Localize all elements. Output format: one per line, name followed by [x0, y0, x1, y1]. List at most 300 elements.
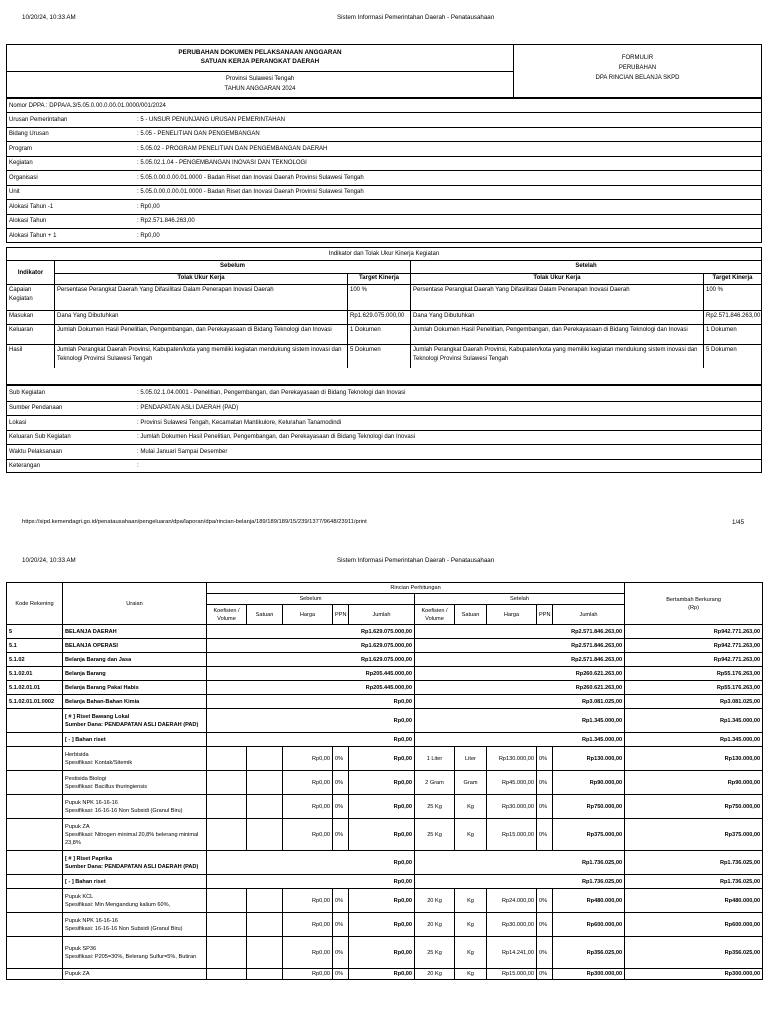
harga-setelah: Rp15.000,00	[487, 969, 537, 980]
uraian	[63, 937, 207, 969]
item-name: Pupuk NPK 16-16-16	[65, 799, 118, 806]
satuan-setelah: Gram	[455, 771, 487, 795]
kode-rekening: 5.1.02	[7, 653, 63, 667]
sub-value: : Provinsi Sulawesi Tengah, Kecamatan Mantikulore, Kelurahan Tanamodindi	[137, 419, 342, 426]
form-label: FORMULIR PERUBAHAN DPA RINCIAN BELANJA SKPD	[513, 45, 761, 97]
harga-sebelum: Rp0,00	[283, 889, 333, 913]
col-koef-setelah: Koefisien / Volume	[415, 605, 455, 625]
kode-rekening	[7, 819, 63, 851]
target-sebelum: Rp1.629.075.000,00	[347, 311, 410, 324]
kode-rekening	[7, 889, 63, 913]
koefisien-sebelum	[207, 913, 247, 937]
doc-title-line1: PERUBAHAN DOKUMEN PELAKSANAAN ANGGARAN	[178, 49, 342, 56]
jumlah-setelah: Rp260.621.263,00	[415, 681, 625, 695]
harga-sebelum: Rp0,00	[283, 771, 333, 795]
sumber-dana: Sumber Dana: PENDAPATAN ASLI DAERAH (PAD)	[65, 721, 199, 728]
koefisien-setelah: 20 Kg	[415, 913, 455, 937]
page1-footer	[0, 519, 768, 529]
jumlah-setelah: Rp750.000,00	[553, 795, 625, 819]
ppn-setelah: 0%	[537, 747, 553, 771]
target-sebelum: 5 Dokumen	[347, 345, 410, 368]
uraian	[63, 851, 207, 875]
indikator-row	[7, 310, 761, 324]
jumlah-setelah: Rp480.000,00	[553, 889, 625, 913]
jumlah-sebelum: Rp0,00	[349, 795, 415, 819]
group-title: [ # ] Riset Bawang Lokal	[65, 713, 130, 720]
ppn-setelah: 0%	[537, 937, 553, 969]
harga-setelah: Rp24.000,00	[487, 889, 537, 913]
indikator-row	[7, 324, 761, 344]
bertambah-berkurang: Rp3.081.025,00	[625, 695, 763, 709]
target-setelah: 1 Dokumen	[703, 325, 761, 344]
jumlah-sebelum: Rp0,00	[349, 747, 415, 771]
ppn-sebelum: 0%	[333, 913, 349, 937]
jumlah-sebelum: Rp0,00	[349, 889, 415, 913]
harga-sebelum: Rp0,00	[283, 937, 333, 969]
item-name: Pupuk KCL	[65, 893, 94, 900]
item-spec: Spesifikasi: 16-16-16 Non Subsidi (Granul Biru)	[65, 925, 183, 932]
ppn-setelah: 0%	[537, 969, 553, 980]
bertambah-berkurang: Rp130.000,00	[625, 747, 763, 771]
uraian: Belanja Barang Pakai Habis	[63, 681, 207, 695]
uraian: Belanja Barang	[63, 667, 207, 681]
bertambah-berkurang: Rp750.000,00	[625, 795, 763, 819]
jumlah-setelah: Rp600.000,00	[553, 913, 625, 937]
koefisien-sebelum	[207, 747, 247, 771]
col-setelah: Setelah	[410, 261, 761, 273]
uraian	[63, 795, 207, 819]
jumlah-sebelum: Rp205.445.000,00	[207, 681, 415, 695]
jumlah-setelah: Rp260.621.263,00	[415, 667, 625, 681]
col-sebelum: Sebelum	[207, 594, 415, 605]
kode-rekening	[7, 913, 63, 937]
target-setelah: 5 Dokumen	[703, 345, 761, 368]
item-spec: Spesifikasi: Bacillus thuringiensis	[65, 783, 148, 790]
info-row	[7, 185, 761, 200]
ppn-setelah: 0%	[537, 795, 553, 819]
col-jumlah-sebelum: Jumlah	[349, 605, 415, 625]
item-spec: Spesifikasi: Min Mengandung kalium 60%,	[65, 901, 171, 908]
harga-sebelum: Rp0,00	[283, 819, 333, 851]
table-row	[7, 889, 763, 913]
nomor-dpa: Nomor DPPA : DPPA/A.3/5.05.0.00.0.00.01.0000/001/2024	[9, 102, 166, 109]
jumlah-sebelum: Rp205.445.000,00	[207, 667, 415, 681]
harga-setelah: Rp45.000,00	[487, 771, 537, 795]
col-harga-sebelum: Harga	[283, 605, 333, 625]
koefisien-setelah: 25 Kg	[415, 819, 455, 851]
col-harga-setelah: Harga	[487, 605, 537, 625]
table-row	[7, 653, 763, 667]
info-value: : 5.05 - PENELITIAN DAN PENGEMBANGAN	[137, 131, 260, 138]
item-spec: Spesifikasi: Kontak/Sitemik	[65, 759, 133, 766]
satuan-setelah: Kg	[455, 969, 487, 980]
ppn-sebelum: 0%	[333, 937, 349, 969]
sub-label: Sumber Pendanaan	[9, 405, 63, 412]
info-value: : 5.05.02 - PROGRAM PENELITIAN DAN PENGEMBANGAN DAERAH	[137, 145, 328, 152]
col-satuan-setelah: Satuan	[455, 605, 487, 625]
ppn-setelah: 0%	[537, 819, 553, 851]
item-name: Pestisida Biologi	[65, 775, 107, 782]
satuan-setelah: Kg	[455, 937, 487, 969]
sub-value: : 5.05.02.1.04.0001 - Penelitian, Pengembangan, dan Perekayasaan di Bidang Teknologi dan Inovasi	[137, 390, 406, 397]
satuan-sebelum	[247, 795, 283, 819]
tolak-ukur-setelah: Jumlah Dokumen Hasil Penelitian, Pengembangan, dan Perekayasaan di Bidang Teknologi dan Inovasi	[410, 325, 703, 344]
document-title-block	[6, 44, 762, 98]
kode-rekening: 5.1	[7, 639, 63, 653]
tolak-ukur-sebelum: Persentase Perangkat Daerah Yang Difasilitasi Dalam Penerapan Inovasi Daerah	[54, 285, 347, 310]
uraian: Belanja Barang dan Jasa	[63, 653, 207, 667]
bertambah-berkurang: Rp942.771.263,00	[625, 639, 763, 653]
indikator-title: Indikator dan Tolak Ukur Kinerja Kegiatan	[328, 251, 440, 257]
kode-rekening: 5.1.02.01.01	[7, 681, 63, 695]
ppn-sebelum: 0%	[333, 795, 349, 819]
jumlah-sebelum: Rp1.629.075.000,00	[207, 625, 415, 639]
jumlah-setelah: Rp2.571.846.263,00	[415, 653, 625, 667]
sub-label: Sub Kegiatan	[9, 390, 46, 397]
item-spec: Spesifikasi: P205=30%, Belerang Sulfur=5%, Butiran	[65, 953, 197, 960]
bertambah-berkurang: Rp375.000,00	[625, 819, 763, 851]
sub-label: Lokasi	[9, 419, 27, 426]
harga-setelah: Rp130.000,00	[487, 747, 537, 771]
doc-year: TAHUN ANGGARAN 2024	[224, 86, 296, 92]
doc-province: Provinsi Sulawesi Tengah	[225, 76, 295, 82]
tolak-ukur-sebelum: Jumlah Dokumen Hasil Penelitian, Pengembangan, dan Perekayasaan di Bidang Teknologi dan Inovasi	[54, 325, 347, 344]
bertambah-berkurang: Rp1.345.000,00	[625, 709, 763, 733]
table-row	[7, 875, 763, 889]
sub-value: : Mulai Januari Sampai Desember	[137, 448, 228, 455]
info-row	[7, 228, 761, 243]
uraian	[63, 913, 207, 937]
sub-kegiatan-row	[7, 386, 761, 401]
koefisien-sebelum	[207, 937, 247, 969]
page2-header	[0, 557, 768, 567]
kode-rekening	[7, 969, 63, 980]
indikator-row	[7, 284, 761, 310]
uraian: BELANJA OPERASI	[63, 639, 207, 653]
table-row	[7, 969, 763, 980]
sub-label: Keluaran Sub Kegiatan	[9, 434, 71, 441]
koefisien-sebelum	[207, 969, 247, 980]
info-label: Bidang Urusan	[9, 131, 49, 138]
target-sebelum: 1 Dokumen	[347, 325, 410, 344]
jumlah-sebelum: Rp0,00	[349, 913, 415, 937]
jumlah-setelah: Rp356.025,00	[553, 937, 625, 969]
bertambah-berkurang: Rp600.000,00	[625, 913, 763, 937]
sub-kegiatan-row	[7, 415, 761, 430]
col-ppn-setelah: PPN	[537, 605, 553, 625]
uraian: [ - ] Bahan riset	[63, 875, 207, 889]
info-label: Alokasi Tahun	[9, 218, 47, 225]
sub-value: : Jumlah Dokumen Hasil Penelitian, Pengembangan, dan Perekayasaan di Bidang Teknologi dan Inovasi	[137, 434, 416, 441]
info-label: Unit	[9, 189, 20, 196]
col-tolak-setelah: Tolak Ukur Kerja	[410, 273, 703, 284]
print-title: Sistem Informasi Pemerintahan Daerah - Penatausahaan	[337, 14, 495, 21]
kode-rekening: 5	[7, 625, 63, 639]
kode-rekening	[7, 709, 63, 733]
tolak-ukur-sebelum: Jumlah Perangkat Daerah Provinsi, Kabupaten/kota yang memiliki kegiatan mendukung sistem inovasi dan Teknologi Provinsi Sulawesi Tengah	[54, 345, 347, 368]
satuan-setelah: Kg	[455, 913, 487, 937]
kode-rekening	[7, 937, 63, 969]
harga-sebelum: Rp0,00	[283, 969, 333, 980]
col-rincian: Rincian Perhitungan	[207, 583, 625, 594]
col-kode: Kode Rekening	[7, 583, 63, 625]
print-timestamp: 10/20/24, 10:33 AM	[22, 557, 76, 564]
ppn-setelah: 0%	[537, 771, 553, 795]
bertambah-berkurang: Rp942.771.263,00	[625, 625, 763, 639]
info-value: : Rp2.571.846.263,00	[137, 218, 195, 225]
sumber-dana: Sumber Dana: PENDAPATAN ASLI DAERAH (PAD)	[65, 863, 199, 870]
info-value: : 5 - UNSUR PENUNJANG URUSAN PEMERINTAHAN	[137, 116, 285, 123]
info-row	[7, 170, 761, 185]
satuan-setelah: Kg	[455, 795, 487, 819]
harga-setelah: Rp30.000,00	[487, 795, 537, 819]
satuan-setelah: Kg	[455, 889, 487, 913]
sub-label: Waktu Pelaksanaan	[9, 448, 63, 455]
ppn-sebelum: 0%	[333, 969, 349, 980]
info-label: Kegiatan	[9, 160, 33, 167]
target-setelah: 100 %	[703, 285, 761, 310]
uraian	[63, 889, 207, 913]
footer-url: https://sipd.kemendagri.go.id/penatausahaan/pengeluaran/dpa/laporan/dpa/rincian-belanja/189/189/189/15/239/1377/9648/23911/print	[22, 519, 367, 525]
item-spec: Spesifikasi: 16-16-16 Non Subsidi (Granul Biru)	[65, 807, 183, 814]
jumlah-setelah: Rp3.081.025,00	[415, 695, 625, 709]
ppn-sebelum: 0%	[333, 747, 349, 771]
harga-setelah: Rp30.000,00	[487, 913, 537, 937]
sub-label: Keterangan	[9, 463, 41, 470]
info-value: : Rp0,00	[137, 203, 160, 210]
kode-rekening	[7, 771, 63, 795]
info-value: : 5.05.0.00.0.00.01.0000 - Badan Riset dan Inovasi Daerah Provinsi Sulawesi Tengah	[137, 174, 364, 181]
table-row	[7, 639, 763, 653]
doc-title-line2: SATUAN KERJA PERANGKAT DAERAH	[200, 58, 320, 65]
table-row	[7, 709, 763, 733]
table-row	[7, 733, 763, 747]
harga-sebelum: Rp0,00	[283, 913, 333, 937]
satuan-sebelum	[247, 937, 283, 969]
target-sebelum: 100 %	[347, 285, 410, 310]
jumlah-setelah: Rp1.345.000,00	[415, 709, 625, 733]
table-row	[7, 851, 763, 875]
koefisien-sebelum	[207, 819, 247, 851]
bertambah-berkurang: Rp55.176.263,00	[625, 667, 763, 681]
jumlah-setelah: Rp375.000,00	[553, 819, 625, 851]
item-name: Pupuk ZA	[65, 823, 90, 830]
kode-rekening	[7, 875, 63, 889]
table-row	[7, 667, 763, 681]
col-tolak-sebelum: Tolak Ukur Kerja	[54, 273, 347, 284]
jumlah-sebelum: Rp1.629.075.000,00	[207, 653, 415, 667]
item-name: Herbisida	[65, 751, 89, 758]
jumlah-sebelum: Rp0,00	[349, 771, 415, 795]
indikator-name: Capaian Kegiatan	[9, 287, 33, 302]
harga-sebelum: Rp0,00	[283, 747, 333, 771]
jumlah-setelah: Rp2.571.846.263,00	[415, 639, 625, 653]
indikator-table	[6, 247, 762, 385]
print-title: Sistem Informasi Pemerintahan Daerah - Penatausahaan	[337, 557, 495, 564]
col-target-sebelum: Target Kinerja	[347, 273, 410, 284]
tolak-ukur-sebelum: Dana Yang Dibutuhkan	[54, 311, 347, 324]
table-row	[7, 795, 763, 819]
kode-rekening	[7, 851, 63, 875]
koefisien-setelah: 25 Kg	[415, 795, 455, 819]
bertambah-berkurang: Rp480.000,00	[625, 889, 763, 913]
info-block	[6, 98, 762, 243]
harga-setelah: Rp15.000,00	[487, 819, 537, 851]
target-setelah: Rp2.571.846.263,00	[703, 311, 761, 324]
rincian-belanja-table	[6, 582, 762, 980]
table-row	[7, 625, 763, 639]
info-row	[7, 199, 761, 214]
koefisien-setelah: 1 Liter	[415, 747, 455, 771]
bertambah-berkurang: Rp942.771.263,00	[625, 653, 763, 667]
bertambah-berkurang: Rp90.000,00	[625, 771, 763, 795]
table-row	[7, 747, 763, 771]
jumlah-sebelum: Rp0,00	[207, 709, 415, 733]
ppn-setelah: 0%	[537, 889, 553, 913]
sub-kegiatan-row	[7, 430, 761, 445]
col-setelah: Setelah	[415, 594, 625, 605]
info-label: Program	[9, 145, 33, 152]
tolak-ukur-setelah: Jumlah Perangkat Daerah Provinsi, Kabupaten/kota yang memiliki kegiatan mendukung sistem inovasi dan Teknologi Provinsi Sulawesi Tengah	[410, 345, 703, 368]
koefisien-sebelum	[207, 795, 247, 819]
info-label: Alokasi Tahun + 1	[9, 232, 57, 239]
indikator-name: Masukan	[9, 313, 34, 319]
jumlah-setelah: Rp130.000,00	[553, 747, 625, 771]
sub-kegiatan-block	[6, 385, 762, 473]
jumlah-setelah: Rp2.571.846.263,00	[415, 625, 625, 639]
kode-rekening: 5.1.02.01.01.0002	[7, 695, 63, 709]
koefisien-setelah: 20 Kg	[415, 969, 455, 980]
col-koef-sebelum: Koefisien / Volume	[207, 605, 247, 625]
sub-kegiatan-row	[7, 444, 761, 459]
uraian: Belanja Bahan-Bahan Kimia	[63, 695, 207, 709]
uraian: BELANJA DAERAH	[63, 625, 207, 639]
satuan-setelah: Kg	[455, 819, 487, 851]
page1-header	[0, 14, 768, 24]
jumlah-setelah: Rp300.000,00	[553, 969, 625, 980]
satuan-sebelum	[247, 913, 283, 937]
kode-rekening: 5.1.02.01	[7, 667, 63, 681]
page-number: 1/45	[732, 519, 745, 526]
table-row	[7, 937, 763, 969]
print-timestamp: 10/20/24, 10:33 AM	[22, 14, 76, 21]
item-name: Pupuk SP36	[65, 945, 97, 952]
info-value: : Rp0,00	[137, 232, 160, 239]
info-row	[7, 112, 761, 127]
info-row	[7, 156, 761, 171]
table-row	[7, 681, 763, 695]
bertambah-berkurang: Rp55.176.263,00	[625, 681, 763, 695]
tolak-ukur-setelah: Persentase Perangkat Daerah Yang Difasilitasi Dalam Penerapan Inovasi Daerah	[410, 285, 703, 310]
koefisien-setelah: 20 Kg	[415, 889, 455, 913]
col-ppn-sebelum: PPN	[333, 605, 349, 625]
bertambah-berkurang: Rp300.000,00	[625, 969, 763, 980]
kode-rekening	[7, 795, 63, 819]
ppn-sebelum: 0%	[333, 819, 349, 851]
kode-rekening	[7, 747, 63, 771]
jumlah-setelah: Rp1.345.000,00	[415, 733, 625, 747]
ppn-sebelum: 0%	[333, 889, 349, 913]
koefisien-sebelum	[207, 889, 247, 913]
col-satuan-sebelum: Satuan	[247, 605, 283, 625]
jumlah-setelah: Rp90.000,00	[553, 771, 625, 795]
harga-sebelum: Rp0,00	[283, 795, 333, 819]
uraian: [ - ] Bahan riset	[63, 733, 207, 747]
koefisien-setelah: 25 Kg	[415, 937, 455, 969]
jumlah-setelah: Rp1.736.025,00	[415, 851, 625, 875]
satuan-sebelum	[247, 969, 283, 980]
koefisien-setelah: 2 Gram	[415, 771, 455, 795]
satuan-setelah: Liter	[455, 747, 487, 771]
bertambah-berkurang: Rp1.345.000,00	[625, 733, 763, 747]
uraian	[63, 771, 207, 795]
jumlah-sebelum: Rp0,00	[207, 733, 415, 747]
item-name: Pupuk ZA	[65, 971, 90, 977]
jumlah-sebelum: Rp0,00	[207, 851, 415, 875]
jumlah-sebelum: Rp1.629.075.000,00	[207, 639, 415, 653]
table-row	[7, 819, 763, 851]
sub-value: : PENDAPATAN ASLI DAERAH (PAD)	[137, 405, 239, 412]
info-label: Alokasi Tahun -1	[9, 203, 54, 210]
satuan-sebelum	[247, 771, 283, 795]
sub-kegiatan-row	[7, 459, 761, 474]
col-bertambah: Bertambah Berkurang (Rp)	[625, 583, 763, 625]
bertambah-berkurang: Rp1.736.025,00	[625, 875, 763, 889]
jumlah-setelah: Rp1.736.025,00	[415, 875, 625, 889]
indikator-row	[7, 344, 761, 368]
uraian	[63, 969, 207, 980]
col-target-setelah: Target Kinerja	[703, 273, 761, 284]
table-row	[7, 695, 763, 709]
ppn-setelah: 0%	[537, 913, 553, 937]
sub-kegiatan-row	[7, 401, 761, 416]
satuan-sebelum	[247, 747, 283, 771]
indikator-name: Keluaran	[9, 327, 34, 333]
col-indikator: Indikator	[17, 269, 44, 276]
table-row	[7, 771, 763, 795]
info-value: : 5.05.02.1.04 - PENGEMBANGAN INOVASI DAN TEKNOLOGI	[137, 160, 307, 167]
info-value: : 5.05.0.00.0.00.01.0000 - Badan Riset dan Inovasi Daerah Provinsi Sulawesi Tengah	[137, 189, 364, 196]
item-spec: Spesifikasi: Nitrogen minimal 20,8% belerang minimal 23,8%	[65, 831, 199, 846]
bertambah-berkurang: Rp1.736.025,00	[625, 851, 763, 875]
indikator-name: Hasil	[9, 347, 23, 353]
item-name: Pupuk NPK 16-16-16	[65, 917, 118, 924]
tolak-ukur-setelah: Dana Yang Dibutuhkan	[410, 311, 703, 324]
info-label: Urusan Pemerintahan	[9, 116, 68, 123]
satuan-sebelum	[247, 889, 283, 913]
bertambah-berkurang: Rp356.025,00	[625, 937, 763, 969]
jumlah-sebelum: Rp0,00	[207, 875, 415, 889]
info-row	[7, 214, 761, 229]
koefisien-sebelum	[207, 771, 247, 795]
uraian	[63, 819, 207, 851]
col-uraian: Uraian	[63, 583, 207, 625]
group-title: [ # ] Riset Paprika	[65, 855, 112, 862]
jumlah-sebelum: Rp0,00	[349, 819, 415, 851]
harga-setelah: Rp14.241,00	[487, 937, 537, 969]
table-row	[7, 913, 763, 937]
col-jumlah-setelah: Jumlah	[553, 605, 625, 625]
ppn-sebelum: 0%	[333, 771, 349, 795]
uraian	[63, 709, 207, 733]
jumlah-sebelum: Rp0,00	[207, 695, 415, 709]
sub-value: :	[137, 463, 139, 470]
info-row	[7, 141, 761, 156]
info-row	[7, 127, 761, 142]
col-sebelum: Sebelum	[54, 261, 410, 273]
jumlah-sebelum: Rp0,00	[349, 969, 415, 980]
uraian	[63, 747, 207, 771]
